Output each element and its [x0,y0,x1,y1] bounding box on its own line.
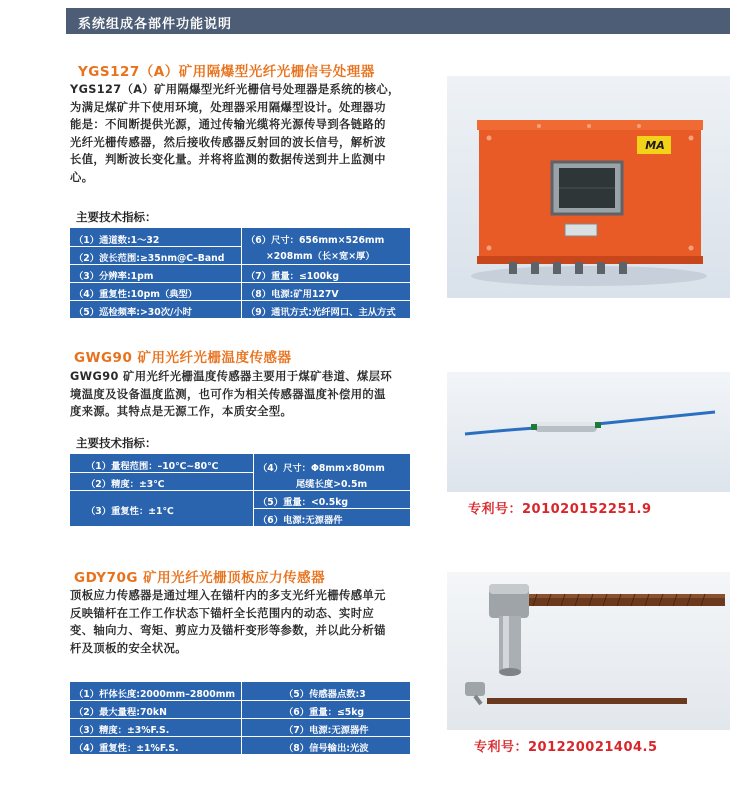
spec-cell: （6）重量：≤5kg [284,707,365,718]
product1-line: YGS127（A）矿用隔爆型光纤光栅信号处理器是系统的核心， [70,83,400,96]
spec-cell: （6）尺寸：656mm×526mm [246,235,385,246]
spec-cell: （3）重复性：±1℃ [86,506,174,517]
spec-cell: （2）波长范围:≥35nm@C–Band [74,253,225,264]
product1-line: 光纤光栅传感器，然后接收传感器反射回的波长信号，解析波 [70,135,386,149]
product3-line: 反映锚杆在工作工作状态下锚杆全长范围内的动态、实时应 [70,606,375,620]
section-header-title: 系统组成各部件功能说明 [78,17,233,32]
product1-line: 能是：不间断提供光源，通过传输光缆将光源传导到各链路的 [70,118,386,131]
stress-sensor-photo [447,572,730,730]
product2-line: 度来源。其特点是无源工作，本质安全型。 [70,405,293,418]
product2-spec-heading: 主要技术指标： [76,436,157,450]
spec-cell: （6）电源:无源器件 [258,515,343,526]
spec-cell: （1）量程范围：–10℃~80℃ [86,461,219,472]
explosion-proof-box-illustration [447,76,730,298]
product3-spec-table [70,682,410,754]
product2-line: GWG90 矿用光纤光栅温度传感器主要用于煤矿巷道、煤层环 [70,370,393,383]
spec-cell: （8）信号输出:光波 [284,743,369,754]
processor-box-photo [447,76,730,298]
spec-cell: （7）电源:无源器件 [284,725,369,736]
spec-cell: （8）电源:矿用127V [246,289,339,300]
anchor-bolt-illustration [447,572,730,730]
product3-title: GDY70G 矿用光纤光栅顶板应力传感器 [74,570,326,586]
product1-description [70,81,440,186]
temperature-sensor-photo [447,372,730,492]
product2-description [70,368,440,421]
product1-line: 长值，判断波长变化量。并将将监测的数据传送到井上监测中 [70,153,386,166]
spec-cell: （5）传感器点数:3 [284,689,366,700]
product1-line: 为满足煤矿井下使用环境，处理器采用隔爆型设计。处理器功 [70,100,386,114]
product3-line: 变、轴向力、弯矩、剪应力及锚杆变形等参数，并以此分析锚 [70,624,386,637]
product1-line: 心。 [70,170,94,184]
spec-cell: （5）巡检频率:>30次/小时 [74,307,192,318]
product1-title: YGS127（A）矿用隔爆型光纤光栅信号处理器 [78,64,375,80]
spec-cell: （1）杆体长度:2000mm–2800mm [74,689,236,700]
product2-patent: 专利号：201020152251.9 [468,502,652,517]
spec-cell: （2）精度：±3℃ [86,479,165,490]
product2-spec-table [70,454,410,526]
product3-patent: 专利号：201220021404.5 [474,740,658,755]
spec-cell: （5）重量：<0.5kg [258,497,349,508]
spec-cell: ×208mm（长×宽×厚） [266,251,375,262]
spec-cell: （3）分辨率:1pm [74,271,154,282]
temperature-sensor-illustration [447,372,730,492]
spec-cell: （4）尺寸：Φ8mm×80mm [258,463,385,474]
spec-cell: 尾缆长度>0.5m [296,479,368,490]
spec-cell: （4）重复性:10pm（典型） [74,289,198,300]
spec-cell: （9）通讯方式:光纤网口、主从方式 [246,307,396,318]
spec-cell: （3）精度：±3%F.S. [74,725,170,736]
ma-badge: MA [645,139,665,152]
spec-cell: （7）重量：≤100kg [246,271,339,282]
product2-title: GWG90 矿用光纤光栅温度传感器 [74,350,292,366]
product3-line: 顶板应力传感器是通过埋入在锚杆内的多支光纤光栅传感单元 [70,589,386,602]
product3-line: 杆及顶板的安全状况。 [70,641,187,655]
product1-spec-heading: 主要技术指标： [76,210,157,224]
product2-line: 境温度及设备温度监测，也可作为相关传感器温度补偿用的温 [70,387,386,401]
spec-cell: （4）重复性：±1%F.S. [74,743,179,754]
spec-cell: （2）最大量程:70kN [74,707,167,718]
product3-description [70,587,440,657]
product1-spec-table [70,228,410,318]
spec-cell: （1）通道数:1～32 [74,235,160,246]
